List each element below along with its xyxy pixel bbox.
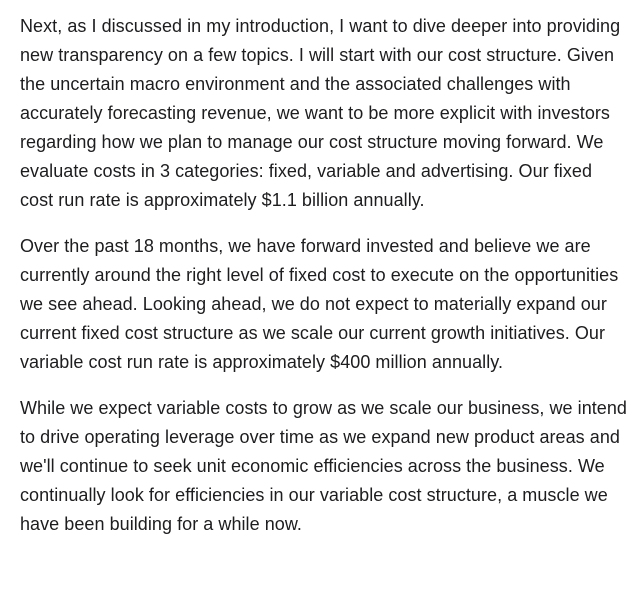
paragraph-variable-cost: While we expect variable costs to grow as we scale our business, we intend to drive operating leverage over time as we expand new product areas and we'll continue to seek unit economic efficiencies across the business. We continually look for efficiencies in our variable cost structure, a muscle we have been building for a while now. <box>20 398 627 534</box>
paragraph-cost-structure: Next, as I discussed in my introduction, I want to dive deeper into providing new transparency on a few topics. I will start with our cost structure. Given the uncertain macro environment and the associated challenges with accurately forecasting revenue, we want to be more explicit with investors regarding how we plan to manage our cost structure moving forward. We evaluate costs in 3 categories: fixed, variable and advertising. Our fixed cost run rate is approximately $1.1 billion annually. <box>20 16 621 210</box>
paragraph-fixed-cost: Over the past 18 months, we have forward invested and believe we are currently around the right level of fixed cost to execute on the opportunities we see ahead. Looking ahead, we do not expect to materially expand our current fixed cost structure as we scale our current growth initiatives. Our variable cost run rate is approximately $400 million annually. <box>20 236 619 372</box>
